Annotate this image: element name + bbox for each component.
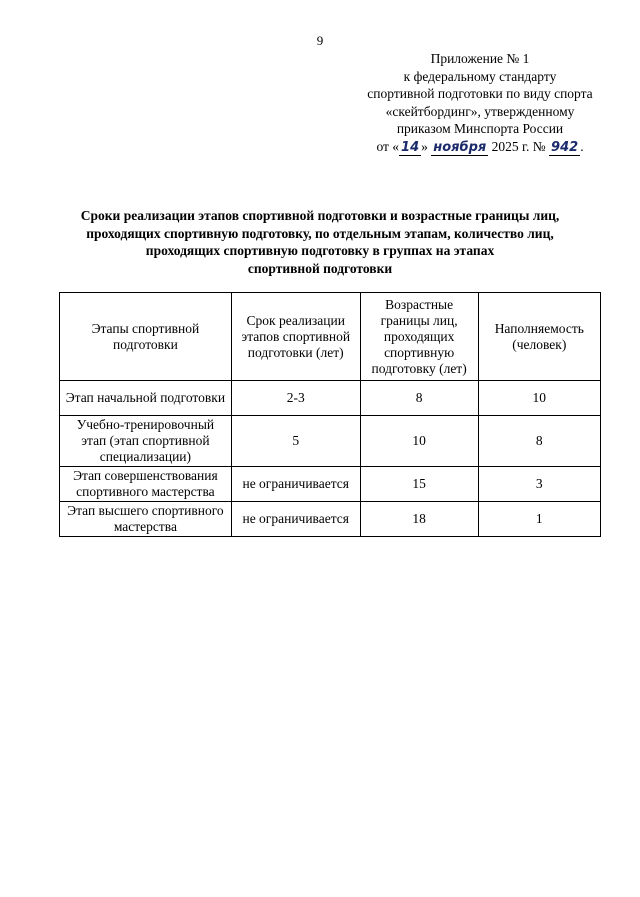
cell-age: 18: [360, 502, 478, 537]
table-row: [60, 416, 601, 467]
cell-group-size: 10: [478, 381, 600, 416]
page-number: 9: [316, 33, 324, 48]
cell-duration: не ограничивается: [231, 467, 360, 502]
table-row: [60, 467, 601, 502]
appendix-line: Приложение № 1: [430, 51, 530, 66]
cell-duration: 2-3: [231, 381, 360, 416]
appendix-line: к федеральному стандарту: [403, 68, 557, 84]
handwritten-month: ноября: [433, 139, 487, 155]
table-row: [60, 502, 601, 537]
title-line: Сроки реализации этапов спортивной подготовки и возрастные границы лиц,: [80, 208, 560, 223]
year-prefix: 2025 г. №: [491, 138, 546, 154]
cell-duration: не ограничивается: [231, 502, 360, 537]
cell-stage: Этап начальной подготовки: [60, 381, 232, 416]
document-title: [40, 207, 600, 277]
appendix-line: «скейтбординг», утвержденному: [385, 103, 575, 119]
date-day-close: »: [421, 138, 428, 154]
header-age: Возрастные границы лиц, проходящих спортивную подготовку (лет): [360, 293, 478, 381]
cell-age: 10: [360, 416, 478, 467]
cell-stage: Этап совершенствования спортивного мастерства: [60, 467, 232, 502]
cell-group-size: 8: [478, 416, 600, 467]
table-row: [60, 381, 601, 416]
appendix-block: [340, 50, 620, 156]
title-line: проходящих спортивную подготовку в группах на этапах: [145, 243, 495, 258]
header-group-size: Наполняемость (человек): [478, 293, 600, 381]
appendix-line: спортивной подготовки по виду спорта: [367, 86, 593, 101]
cell-stage: Этап высшего спортивного мастерства: [60, 502, 232, 537]
date-prefix: от «: [376, 138, 400, 154]
table-header-row: [60, 293, 601, 381]
title-line: проходящих спортивную подготовку, по отдельным этапам, количество лиц,: [86, 225, 554, 241]
title-line: спортивной подготовки: [247, 260, 393, 276]
cell-group-size: 3: [478, 467, 600, 502]
date-end: .: [580, 138, 584, 154]
cell-group-size: 1: [478, 502, 600, 537]
cell-duration: 5: [231, 416, 360, 467]
cell-age: 15: [360, 467, 478, 502]
handwritten-day: 14: [401, 139, 420, 155]
appendix-line: приказом Минспорта России: [396, 121, 564, 136]
header-stages: Этапы спортивной подготовки: [60, 293, 232, 381]
appendix-date-line: [340, 138, 620, 156]
handwritten-number: 942: [551, 139, 579, 155]
cell-stage: Учебно-тренировочный этап (этап спортивной специализации): [60, 416, 232, 467]
header-duration: Срок реализации этапов спортивной подготовки (лет): [231, 293, 360, 381]
stages-table: [59, 292, 601, 537]
cell-age: 8: [360, 381, 478, 416]
